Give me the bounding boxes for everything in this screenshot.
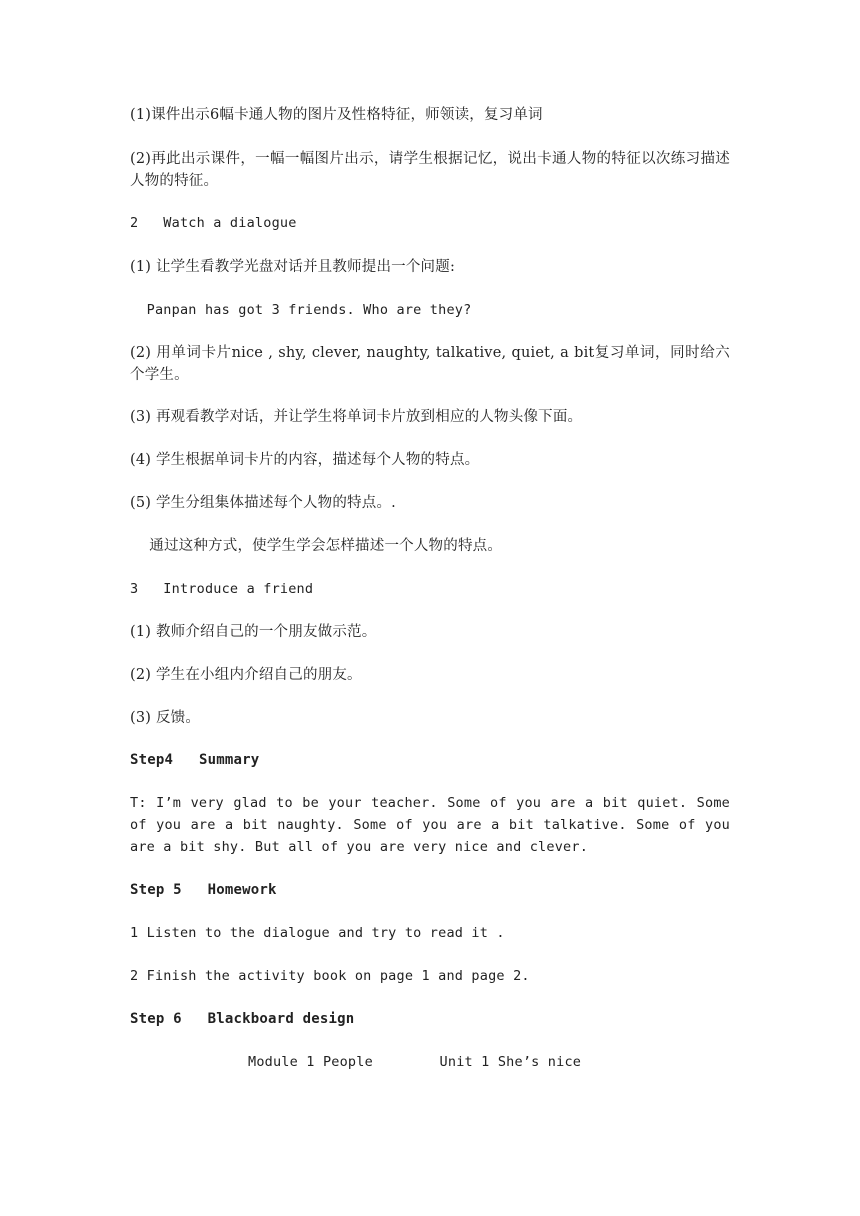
paragraph-word-cards: (2) 用单词卡片nice , shy, clever, naughty, talkative, quiet, a bit复习单词，同时给六个学生。 <box>130 345 730 383</box>
paragraph-summary-text: T: I’m very glad to be your teacher. Some of you are a bit quiet. Some of you are a bit naughty. Some of you are a bit talkative. Some of you are a bit shy. But all of you are very nice and clever. <box>130 795 739 855</box>
paragraph-watch-again: (3) 再观看教学对话，并让学生将单词卡片放到相应的人物头像下面。 <box>130 409 583 425</box>
paragraph-ask-question: (1) 让学生看教学光盘对话并且教师提出一个问题: <box>130 259 456 275</box>
paragraph-teacher-demo: (1) 教师介绍自己的一个朋友做示范。 <box>130 624 377 640</box>
paragraph-question-text: Panpan has got 3 friends. Who are they? <box>130 302 472 318</box>
homework-item-1: 1 Listen to the dialogue and try to read it . <box>130 925 505 941</box>
paragraph-review-words: (1)课件出示6幅卡通人物的图片及性格特征，师领读，复习单词 <box>130 107 543 123</box>
section-watch-dialogue: 2 Watch a dialogue <box>130 215 297 231</box>
heading-step4-summary: Step4 Summary <box>130 752 260 768</box>
paragraph-describe-characters: (4) 学生根据单词卡片的内容，描述每个人物的特点。 <box>130 452 480 468</box>
paragraph-show-pictures: (2)再此出示课件，一幅一幅图片出示，请学生根据记忆，说出卡通人物的特征以次练习描述人物的特征。 <box>130 151 730 189</box>
paragraph-students-introduce: (2) 学生在小组内介绍自己的朋友。 <box>130 667 362 683</box>
paragraph-feedback: (3) 反馈。 <box>130 710 201 726</box>
homework-item-2: 2 Finish the activity book on page 1 and page 2. <box>130 968 530 984</box>
paragraph-group-describe: (5) 学生分组集体描述每个人物的特点。. <box>130 495 396 511</box>
blackboard-title: Module 1 People Unit 1 She’s nice <box>248 1054 582 1070</box>
section-introduce-friend: 3 Introduce a friend <box>130 581 314 597</box>
paragraph-purpose: 通过这种方式，使学生学会怎样描述一个人物的特点。 <box>130 538 503 554</box>
heading-step6-blackboard: Step 6 Blackboard design <box>130 1011 355 1027</box>
heading-step5-homework: Step 5 Homework <box>130 882 277 898</box>
